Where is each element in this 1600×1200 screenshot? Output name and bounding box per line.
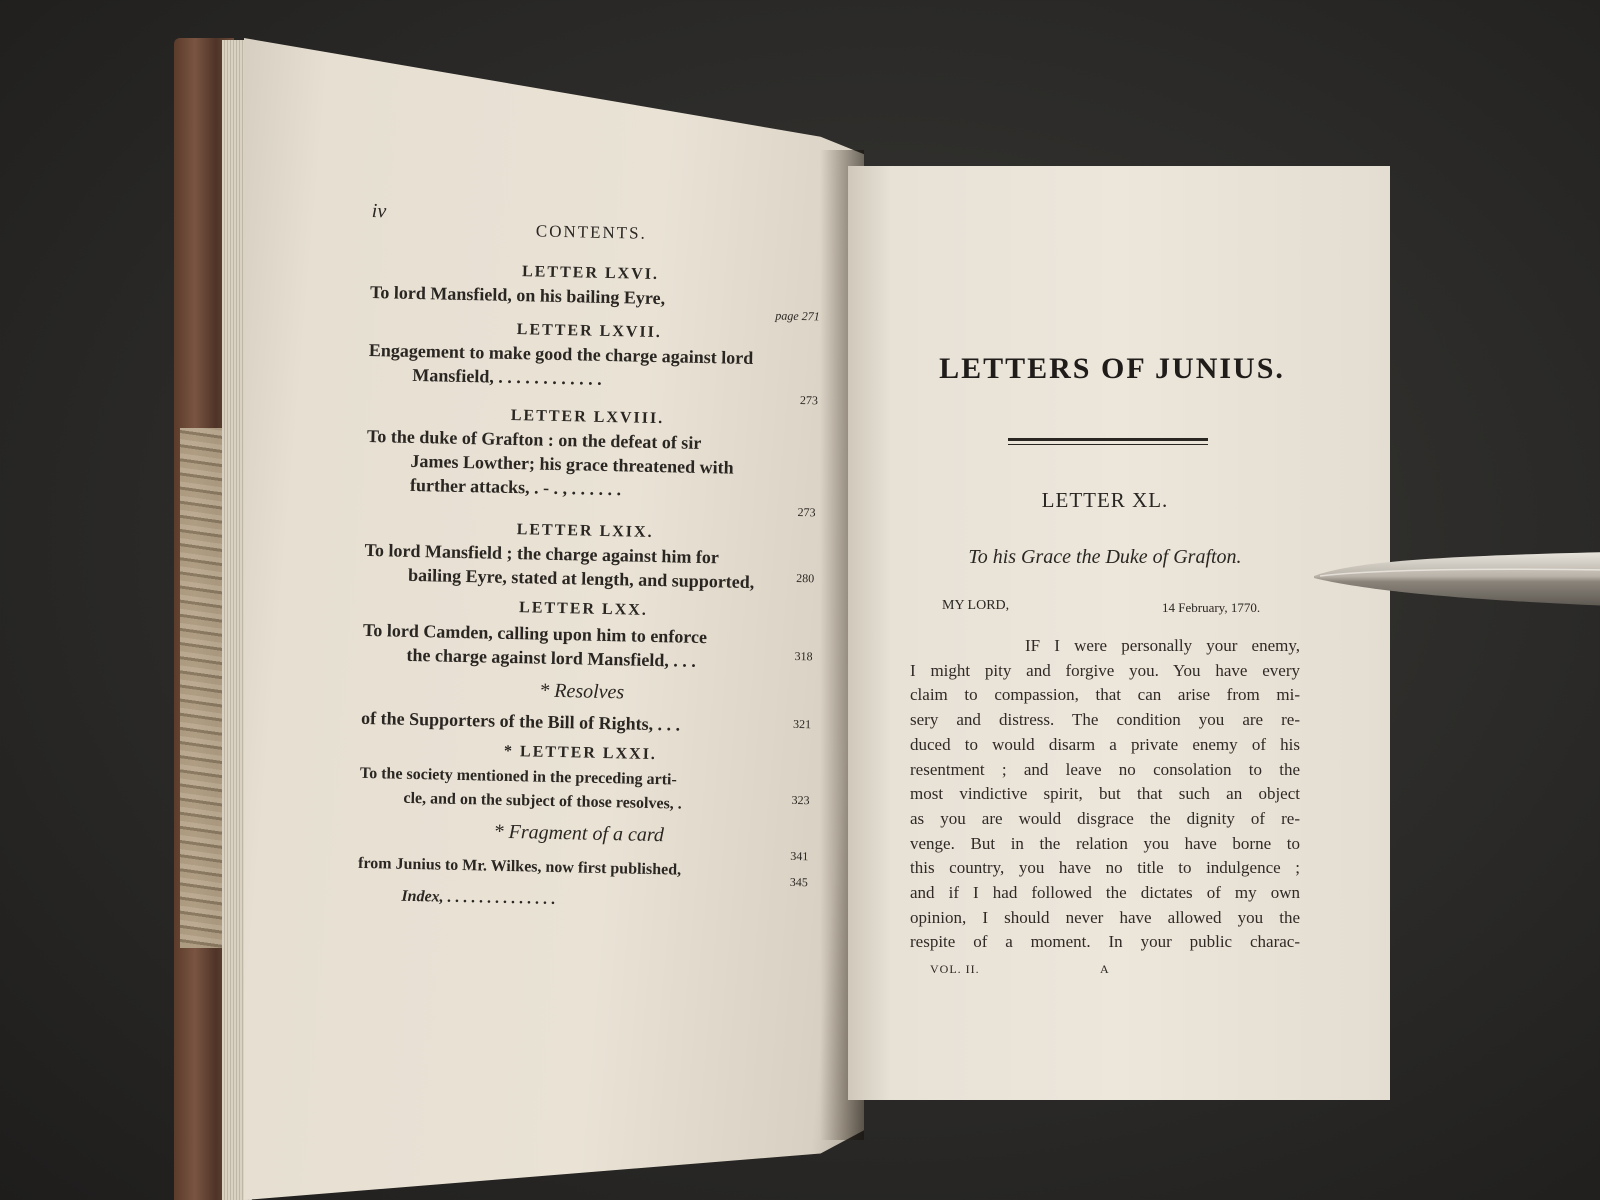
page-folio: iv [371, 200, 387, 223]
contents-entry [368, 338, 809, 395]
entry-page-number: page 271 [775, 308, 820, 324]
entry-heading: LETTER LXVII. [516, 321, 663, 342]
body-line: claim to compassion, that can arise from mi- [910, 685, 1300, 705]
signature-mark: A [1100, 962, 1109, 976]
entry-page-number: 318 [794, 648, 813, 664]
salutation: MY LORD, [942, 598, 1010, 613]
entry-page-number: 273 [797, 504, 816, 520]
body-line: this country, you have no title to indulgence ; [910, 858, 1300, 878]
entry-line: To lord Mansfield ; the charge against him for [364, 539, 720, 568]
body-line: opinion, I should never have allowed you the [910, 907, 1300, 927]
letter-body [910, 634, 1300, 955]
body-line: resentment ; and leave no consolation to the [910, 759, 1300, 779]
entry-page-number: 321 [792, 716, 812, 732]
contents-entry [361, 706, 801, 739]
body-line: venge. But in the relation you have borne to [910, 833, 1300, 853]
entry-line: To lord Mansfield, on his bailing Eyre, [369, 281, 666, 309]
contents-entry [364, 538, 805, 595]
title-rule [1008, 438, 1208, 441]
book-title: LETTERS OF JUNIUS. [939, 352, 1285, 385]
entry-line: the charge against lord Mansfield, . . . [406, 644, 697, 671]
body-line: respite of a moment. In your public charac- [910, 932, 1300, 952]
contents-entry [358, 852, 798, 885]
entry-heading: LETTER LXX. [518, 599, 648, 619]
entry-page-number: 280 [796, 570, 815, 586]
letter-heading: LETTER XL. [1041, 488, 1169, 512]
letter-date: 14 February, 1770. [1162, 600, 1261, 615]
index-entry: Index, . . . . . . . . . . . . . . [401, 887, 556, 908]
entry-line: further attacks, . - . , . . . . . . [409, 474, 622, 500]
body-line: and if I had followed the dictates of my own [910, 883, 1300, 903]
letter-addressee: To his Grace the Duke of Grafton. [968, 546, 1242, 568]
body-line: sery and distress. The condition you are re- [910, 710, 1300, 730]
entry-line: To the duke of Grafton : on the defeat of sir [366, 425, 702, 453]
volume-footer: VOL. II. [930, 962, 980, 976]
entry-heading: LETTER LXVIII. [510, 406, 665, 428]
entry-heading: * Fragment of a card [493, 820, 665, 847]
body-line: IF I were personally your enemy, [1025, 636, 1300, 655]
entry-line: Mansfield, . . . . . . . . . . . . [412, 364, 603, 389]
entry-line: of the Supporters of the Bill of Rights, . . . [360, 707, 681, 735]
body-line: I might pity and forgive you. You have every [910, 660, 1300, 680]
letter-opener-blade [1312, 548, 1600, 608]
title-rule-thin [1008, 444, 1208, 445]
entry-heading: * Resolves [539, 679, 625, 704]
entry-heading: * LETTER LXXI. [503, 742, 658, 764]
entry-heading: LETTER LXVI. [521, 263, 660, 284]
body-line: duced to would disarm a private enemy of his [910, 734, 1300, 754]
entry-page-number: 323 [791, 792, 810, 808]
entry-heading: LETTER LXIX. [516, 521, 654, 541]
contents-text-block [356, 200, 822, 969]
contents-entry [359, 762, 800, 819]
body-line: most vindictive spirit, but that such an object [910, 784, 1300, 804]
right-page [848, 166, 1390, 1100]
contents-entry [366, 424, 807, 505]
entry-line: cle, and on the subject of those resolves, . [403, 789, 682, 813]
contents-title: CONTENTS. [535, 221, 648, 243]
entry-line: Engagement to make good the charge against lord [368, 339, 754, 369]
body-line: as you are would disgrace the dignity of re- [910, 808, 1300, 828]
contents-entry [362, 618, 803, 675]
entry-page-number: 341 [790, 848, 809, 864]
entry-line: James Lowther; his grace threatened with [410, 450, 734, 478]
entry-line: bailing Eyre, stated at length, and supported, [407, 564, 755, 593]
entry-line: To lord Camden, calling upon him to enforce [362, 619, 708, 648]
entry-page-number: 273 [799, 393, 819, 408]
index-page-number: 345 [789, 874, 808, 890]
marbled-board [180, 428, 224, 948]
entry-line: To the society mentioned in the preceding arti- [359, 764, 677, 789]
entry-line: from Junius to Mr. Wilkes, now first published, [357, 854, 682, 879]
